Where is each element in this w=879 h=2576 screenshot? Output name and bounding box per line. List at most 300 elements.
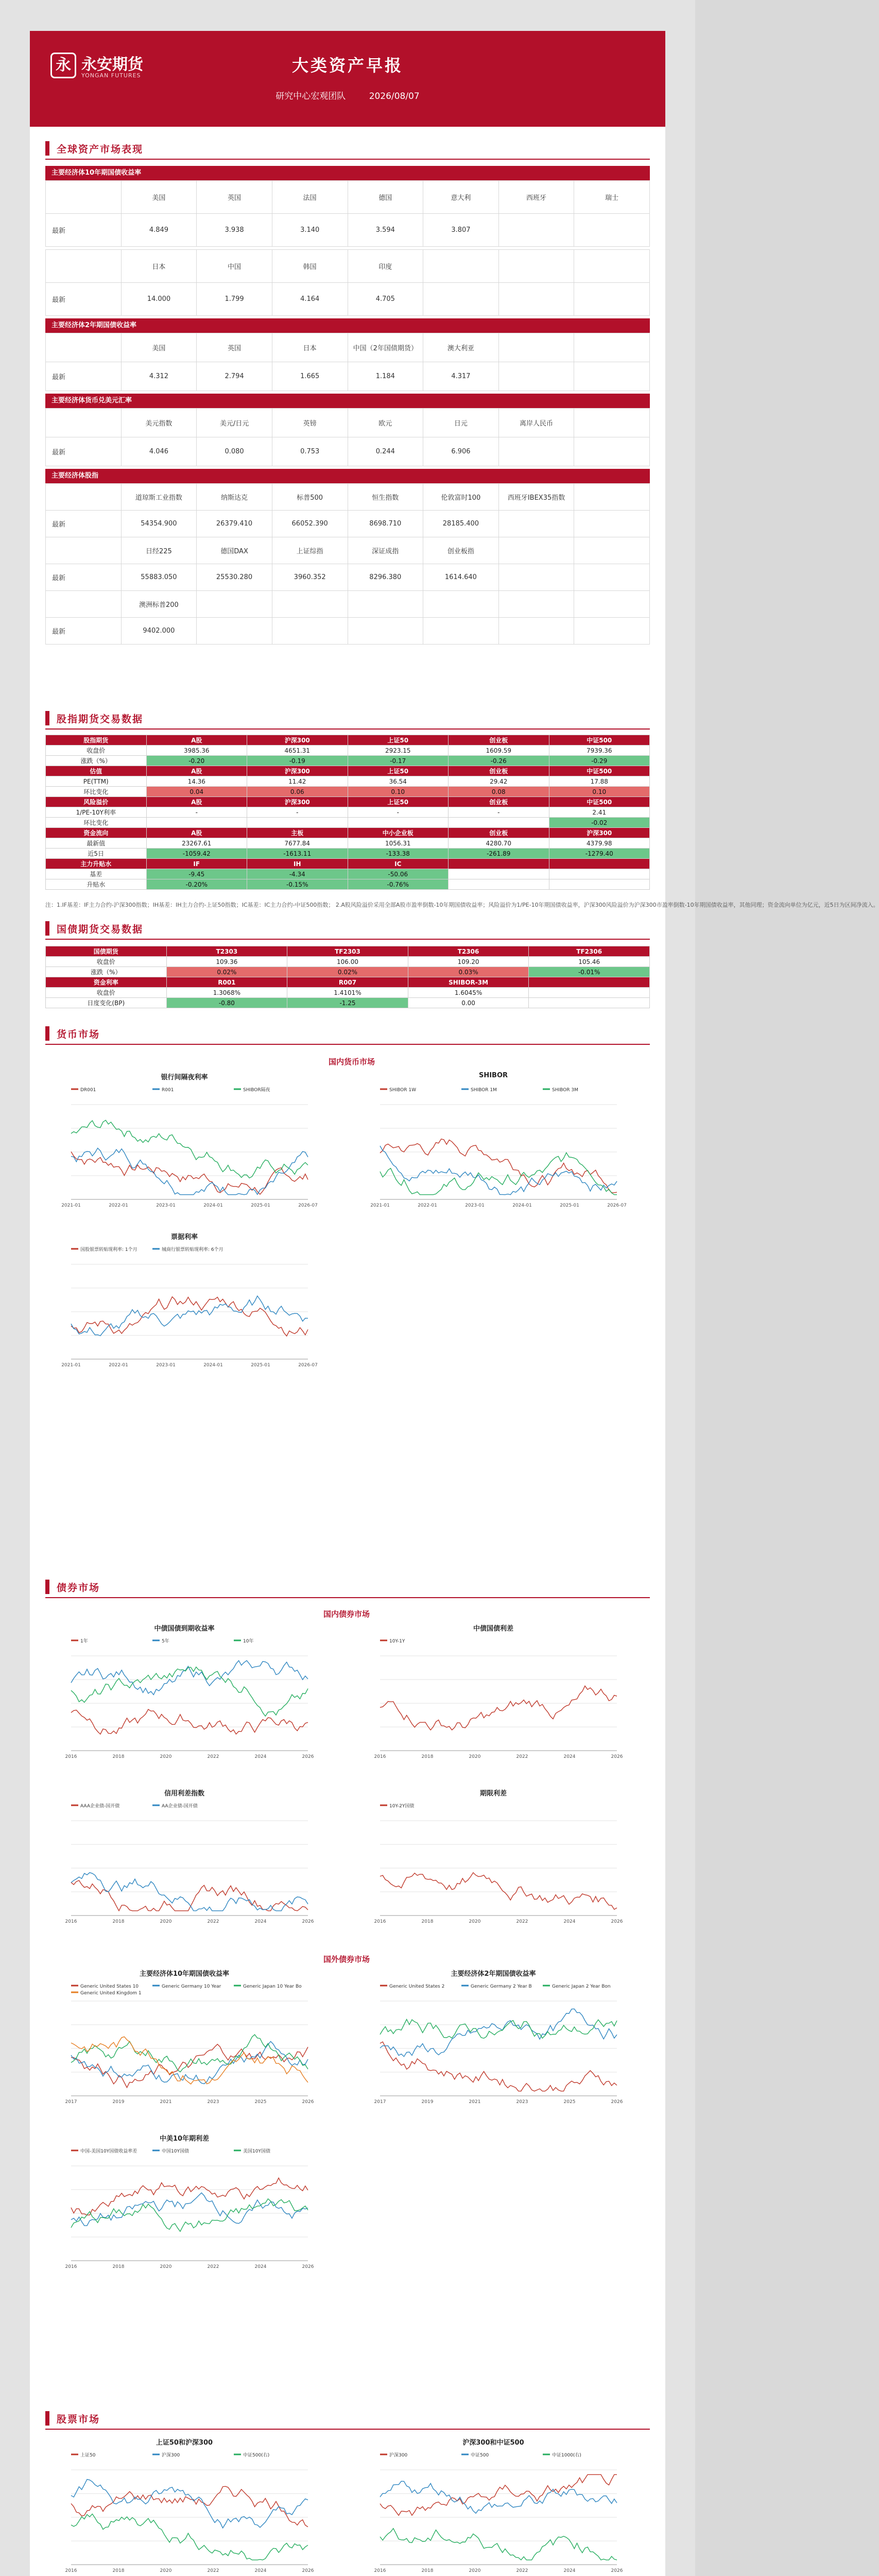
x-tick-label: 2021 bbox=[469, 2099, 481, 2105]
x-tick-label: 2019 bbox=[421, 2099, 434, 2105]
chart-plot bbox=[359, 1635, 627, 1764]
x-tick-label: 2016 bbox=[65, 1919, 77, 1924]
global-table-3 bbox=[45, 394, 650, 466]
report-title: 大类资产早报 bbox=[291, 56, 403, 75]
table-cell bbox=[574, 409, 650, 437]
table-cell: -0.80 bbox=[166, 998, 287, 1008]
table-cell: 最新 bbox=[46, 437, 122, 466]
table-row bbox=[46, 818, 650, 828]
table-cell: 日元 bbox=[423, 409, 499, 437]
table-cell: 沪深300 bbox=[247, 766, 348, 776]
table-row bbox=[46, 511, 650, 537]
series-line bbox=[71, 2199, 308, 2231]
section-stock-market: 股票市场 bbox=[45, 2407, 650, 2430]
table-cell: 1614.640 bbox=[423, 564, 499, 591]
table-cell: 澳大利亚 bbox=[423, 333, 499, 362]
x-tick-label: 2016 bbox=[65, 2264, 77, 2269]
table-cell: 股指期货 bbox=[46, 735, 147, 745]
table-cell: SHIBOR-3M bbox=[408, 977, 529, 988]
legend-entry bbox=[380, 1803, 414, 1809]
table-cell bbox=[423, 250, 499, 283]
series-line bbox=[380, 2042, 617, 2091]
table-cell: 14.000 bbox=[121, 283, 197, 316]
section-bond-trade: 国债期货交易数据 bbox=[45, 917, 650, 940]
table-cell: 创业板 bbox=[449, 766, 549, 776]
table-header-row bbox=[46, 333, 650, 362]
table-cell: 2.41 bbox=[549, 807, 650, 818]
table-cell: 伦敦富时100 bbox=[423, 484, 499, 511]
legend-label: 中国10Y国债 bbox=[162, 2149, 189, 2154]
legend-label: DR001 bbox=[80, 1088, 96, 1093]
table-cell: 升贴水 bbox=[46, 879, 147, 890]
table-cell: 最新值 bbox=[46, 838, 147, 849]
x-tick-label: 2025-01 bbox=[251, 1203, 270, 1208]
table-cell bbox=[498, 283, 574, 316]
table-cell: 主力升贴水 bbox=[46, 859, 147, 869]
logo-mark-icon: 永 bbox=[50, 53, 76, 78]
table-cell: 1/PE-10Y利率 bbox=[46, 807, 147, 818]
legend-label: 5年 bbox=[162, 1639, 169, 1644]
report-date: 2026/08/07 bbox=[369, 91, 420, 101]
legend-entry bbox=[380, 1984, 444, 1989]
table-cell: 日度变化(BP) bbox=[46, 998, 167, 1008]
series-line bbox=[380, 1873, 617, 1909]
table-cell: 8296.380 bbox=[348, 564, 423, 591]
legend-label: 城商行银票转贴现利率: 6个月 bbox=[162, 1247, 223, 1252]
table-cell: -0.76% bbox=[348, 879, 449, 890]
x-tick-label: 2016 bbox=[65, 1754, 77, 1759]
table-row bbox=[46, 776, 650, 787]
x-tick-label: 2025 bbox=[563, 2099, 576, 2105]
table-row bbox=[46, 745, 650, 756]
table-row bbox=[46, 787, 650, 797]
x-tick-label: 2023-01 bbox=[465, 1203, 485, 1208]
table-cell: 11.42 bbox=[247, 776, 348, 787]
equity-note: 注：1.IF基差：IF主力合约-沪深300指数；IH基差：IH主力合约-上证50指数；IC基差：IC主力合约-中证500指数； 2.A股风险溢价采用全部A股市盈率倒数-10年期国债收益率；风险溢价为1/PE-10年期国债收益率，沪深300风险溢价为沪深300市盈率倒数-10年期国债收益率，其他同理；资金流向单位为亿元，近5日为区间净流入。 bbox=[45, 902, 879, 908]
table-cell: 沪深300 bbox=[247, 797, 348, 807]
table-cell: 澳洲标普200 bbox=[121, 591, 197, 618]
x-tick-label: 2022-01 bbox=[418, 1203, 437, 1208]
report-sheet bbox=[30, 31, 879, 2576]
x-tick-label: 2024 bbox=[254, 1919, 267, 1924]
x-tick-label: 2022 bbox=[516, 1754, 528, 1759]
series-line bbox=[71, 1297, 308, 1336]
table-cell: 西班牙 bbox=[498, 181, 574, 214]
table-cell: 4280.70 bbox=[449, 838, 549, 849]
chart-c4 bbox=[50, 1623, 318, 1765]
x-tick-label: 2022 bbox=[207, 1754, 219, 1759]
data-table bbox=[45, 408, 650, 466]
table-cell bbox=[46, 537, 122, 564]
table-cell bbox=[197, 618, 272, 645]
legend-entry bbox=[71, 1088, 96, 1093]
legend-entry bbox=[71, 1246, 137, 1252]
table-cell: 恒生指数 bbox=[348, 484, 423, 511]
table-caption: 主要经济体货币兑美元汇率 bbox=[45, 394, 650, 408]
legend-entry bbox=[543, 2452, 581, 2458]
legend-entry bbox=[71, 1991, 142, 1996]
table-row bbox=[46, 977, 650, 988]
table-cell: PE(TTM) bbox=[46, 776, 147, 787]
table-cell bbox=[498, 564, 574, 591]
series-line bbox=[71, 2037, 308, 2084]
table-row bbox=[46, 362, 650, 391]
report-header bbox=[30, 31, 665, 127]
table-cell: 3960.352 bbox=[272, 564, 348, 591]
x-tick-label: 2018 bbox=[112, 2568, 125, 2573]
legend-entry bbox=[71, 1803, 119, 1809]
table-cell: - bbox=[348, 807, 449, 818]
x-tick-label: 2020 bbox=[160, 2264, 172, 2269]
table-cell: 4.046 bbox=[121, 437, 197, 466]
table-cell bbox=[423, 283, 499, 316]
series-line bbox=[71, 2486, 308, 2527]
chart-plot bbox=[359, 1084, 627, 1213]
table-cell: 中证500 bbox=[549, 735, 650, 745]
x-tick-label: 2026-07 bbox=[298, 1363, 318, 1368]
legend-label: 中证500 bbox=[471, 2453, 489, 2458]
table-cell bbox=[574, 591, 650, 618]
chart-title: 主要经济体10年期国债收益率 bbox=[139, 1970, 230, 1978]
table-cell: 3.807 bbox=[423, 214, 499, 247]
table-cell: R001 bbox=[166, 977, 287, 988]
bond-table bbox=[45, 946, 650, 1008]
table-cell: 3.140 bbox=[272, 214, 348, 247]
legend-label: SHIBOR 3M bbox=[552, 1088, 578, 1093]
chart-c10 bbox=[50, 2133, 318, 2275]
x-tick-label: 2018 bbox=[421, 1919, 434, 1924]
subtitle-domestic-fx: 国内货币市场 bbox=[329, 1057, 375, 1066]
table-cell: 0.00 bbox=[408, 998, 529, 1008]
x-tick-label: 2017 bbox=[374, 2099, 386, 2105]
legend-label: Generic United States 10 bbox=[80, 1984, 139, 1989]
x-tick-label: 2024 bbox=[563, 2568, 576, 2573]
legend-entry bbox=[234, 2452, 269, 2458]
table-cell: TF2303 bbox=[287, 946, 408, 957]
legend-entry bbox=[71, 2148, 137, 2154]
table-cell bbox=[272, 618, 348, 645]
table-cell: 主板 bbox=[247, 828, 348, 838]
table-cell: 收盘价 bbox=[46, 988, 167, 998]
table-cell bbox=[46, 333, 122, 362]
table-cell: 9402.000 bbox=[121, 618, 197, 645]
table-row bbox=[46, 807, 650, 818]
legend-label: Generic Japan 2 Year Bon bbox=[552, 1984, 611, 1989]
table-cell: 14.36 bbox=[146, 776, 247, 787]
legend-label: 10Y-1Y bbox=[389, 1639, 405, 1644]
table-cell bbox=[549, 859, 650, 869]
table-cell: 上证50 bbox=[348, 735, 449, 745]
legend-label: Generic Germany 2 Year B bbox=[471, 1984, 532, 1989]
series-line bbox=[71, 2041, 308, 2083]
table-cell: 0.02% bbox=[287, 967, 408, 977]
table-header-row bbox=[46, 484, 650, 511]
table-cell: 近5日 bbox=[46, 849, 147, 859]
chart-title: 上证50和沪深300 bbox=[156, 2439, 213, 2447]
x-tick-label: 2024-01 bbox=[203, 1363, 223, 1368]
table-cell: 1056.31 bbox=[348, 838, 449, 849]
table-cell: - bbox=[449, 807, 549, 818]
table-cell: 1.665 bbox=[272, 362, 348, 391]
x-tick-label: 2024 bbox=[254, 2568, 267, 2573]
table-cell: 3.938 bbox=[197, 214, 272, 247]
table-cell: - bbox=[247, 807, 348, 818]
legend-entry bbox=[152, 1984, 221, 1989]
table-row bbox=[46, 283, 650, 316]
table-header-row bbox=[46, 181, 650, 214]
x-tick-label: 2026 bbox=[611, 1919, 623, 1924]
x-tick-label: 2020 bbox=[469, 1754, 481, 1759]
table-cell: 2923.15 bbox=[348, 745, 449, 756]
table-cell bbox=[348, 618, 423, 645]
table-cell: -50.06 bbox=[348, 869, 449, 879]
table-cell bbox=[348, 591, 423, 618]
x-tick-label: 2018 bbox=[421, 2568, 434, 2573]
legend-entry bbox=[71, 1638, 88, 1644]
table-cell: 上证50 bbox=[348, 797, 449, 807]
x-tick-label: 2023 bbox=[207, 2099, 219, 2105]
x-tick-label: 2026 bbox=[611, 2568, 623, 2573]
x-tick-label: 2016 bbox=[374, 1919, 386, 1924]
legend-entry bbox=[461, 1984, 532, 1989]
x-tick-label: 2026 bbox=[302, 2264, 314, 2269]
legend-label: 1年 bbox=[80, 1639, 88, 1644]
x-tick-label: 2026-07 bbox=[607, 1203, 627, 1208]
series-line bbox=[71, 1296, 308, 1336]
table-cell: 6.906 bbox=[423, 437, 499, 466]
table-cell: 上证综指 bbox=[272, 537, 348, 564]
chart-plot bbox=[359, 2449, 627, 2576]
table-cell bbox=[46, 250, 122, 283]
table-cell: 中证500 bbox=[549, 797, 650, 807]
table-cell: 最新 bbox=[46, 283, 122, 316]
table-cell: 西班牙IBEX35指数 bbox=[498, 484, 574, 511]
table-row bbox=[46, 998, 650, 1008]
table-cell: 资金利率 bbox=[46, 977, 167, 988]
chart-plot bbox=[50, 1800, 318, 1929]
legend-entry bbox=[152, 1638, 169, 1644]
table-cell: -0.02 bbox=[549, 818, 650, 828]
table-cell bbox=[498, 437, 574, 466]
table-cell: -0.01% bbox=[529, 967, 650, 977]
x-tick-label: 2024 bbox=[563, 1754, 576, 1759]
x-tick-label: 2017 bbox=[65, 2099, 77, 2105]
data-table bbox=[45, 180, 650, 247]
series-line bbox=[71, 2178, 308, 2215]
table-cell: 道琼斯工业指数 bbox=[121, 484, 197, 511]
table-row bbox=[46, 756, 650, 766]
table-cell: 4.849 bbox=[121, 214, 197, 247]
table-cell: 上证50 bbox=[348, 766, 449, 776]
table-cell: 深证成指 bbox=[348, 537, 423, 564]
table-cell: 瑞士 bbox=[574, 181, 650, 214]
x-tick-label: 2024-01 bbox=[512, 1203, 532, 1208]
table-cell: 25530.280 bbox=[197, 564, 272, 591]
table-cell: 创业板指 bbox=[423, 537, 499, 564]
legend-label: R001 bbox=[162, 1088, 174, 1093]
legend-entry bbox=[234, 2148, 270, 2154]
x-tick-label: 2016 bbox=[374, 1754, 386, 1759]
table-cell bbox=[449, 879, 549, 890]
table-cell bbox=[549, 879, 650, 890]
table-cell: 涨跌（%） bbox=[46, 756, 147, 766]
table-cell: 0.10 bbox=[549, 787, 650, 797]
series-line bbox=[380, 1153, 617, 1195]
chart-c6 bbox=[50, 1788, 318, 1930]
table-cell bbox=[197, 591, 272, 618]
series-line bbox=[71, 1148, 308, 1195]
x-tick-label: 2023-01 bbox=[156, 1363, 176, 1368]
x-tick-label: 2023 bbox=[516, 2099, 528, 2105]
table-cell bbox=[46, 409, 122, 437]
table-cell bbox=[498, 537, 574, 564]
table-cell: 7939.36 bbox=[549, 745, 650, 756]
chart-plot bbox=[50, 1244, 318, 1372]
chart-c3 bbox=[50, 1231, 318, 1374]
chart-plot bbox=[50, 1980, 318, 2109]
table-cell bbox=[247, 818, 348, 828]
table-cell: 日经225 bbox=[121, 537, 197, 564]
table-cell bbox=[574, 362, 650, 391]
chart-c5 bbox=[359, 1623, 627, 1765]
table-cell: -0.20% bbox=[146, 879, 247, 890]
table-cell bbox=[529, 977, 650, 988]
table-cell: 55883.050 bbox=[121, 564, 197, 591]
table-cell: -1.25 bbox=[287, 998, 408, 1008]
series-line bbox=[380, 2481, 617, 2513]
table-cell: 沪深300 bbox=[549, 828, 650, 838]
chart-title: 中债国债到期收益率 bbox=[154, 1625, 215, 1633]
table-cell bbox=[498, 618, 574, 645]
chart-title: 票据利率 bbox=[170, 1233, 198, 1241]
table-cell: A股 bbox=[146, 766, 247, 776]
series-line bbox=[380, 1139, 617, 1193]
data-table bbox=[45, 333, 650, 391]
table-cell: 2.794 bbox=[197, 362, 272, 391]
x-tick-label: 2022-01 bbox=[109, 1203, 128, 1208]
subtitle-domestic-bond: 国内债券市场 bbox=[323, 1609, 370, 1619]
legend-entry bbox=[380, 1088, 416, 1093]
table-cell: 105.46 bbox=[529, 957, 650, 967]
legend-entry bbox=[543, 1984, 611, 1989]
chart-plot bbox=[359, 1980, 627, 2109]
legend-entry bbox=[152, 1246, 223, 1252]
global-table-4 bbox=[45, 469, 650, 645]
table-cell: T2306 bbox=[408, 946, 529, 957]
legend-label: SHIBOR 1W bbox=[389, 1088, 416, 1093]
table-cell: 美国 bbox=[121, 333, 197, 362]
x-tick-label: 2026 bbox=[302, 2568, 314, 2573]
table-cell: -1613.11 bbox=[247, 849, 348, 859]
table-cell: - bbox=[146, 807, 247, 818]
legend-entry bbox=[380, 2452, 407, 2458]
table-cell: 0.08 bbox=[449, 787, 549, 797]
x-tick-label: 2025 bbox=[254, 2099, 267, 2105]
legend-label: SHIBOR隔夜 bbox=[243, 1088, 270, 1093]
table-cell: 4651.31 bbox=[247, 745, 348, 756]
legend-entry bbox=[234, 1087, 270, 1093]
table-cell: 欧元 bbox=[348, 409, 423, 437]
table-cell: 中国 bbox=[197, 250, 272, 283]
table-cell bbox=[574, 618, 650, 645]
chart-title: 主要经济体2年期国债收益率 bbox=[451, 1970, 536, 1978]
chart-c8 bbox=[50, 1968, 318, 2110]
legend-label: SHIBOR 1M bbox=[471, 1088, 497, 1093]
x-tick-label: 2018 bbox=[421, 1754, 434, 1759]
table-cell: 收盘价 bbox=[46, 957, 167, 967]
global-table-0 bbox=[45, 166, 650, 247]
table-cell: 基差 bbox=[46, 869, 147, 879]
table-cell: 0.244 bbox=[348, 437, 423, 466]
series-line bbox=[71, 1120, 308, 1178]
table-header-row bbox=[46, 250, 650, 283]
table-cell bbox=[449, 869, 549, 879]
table-cell: 德国 bbox=[348, 181, 423, 214]
table-cell: 17.88 bbox=[549, 776, 650, 787]
table-cell: 英镑 bbox=[272, 409, 348, 437]
x-tick-label: 2026 bbox=[611, 1754, 623, 1759]
x-tick-label: 2020 bbox=[469, 2568, 481, 2573]
x-tick-label: 2026 bbox=[611, 2099, 623, 2105]
data-table bbox=[45, 483, 650, 645]
table-cell bbox=[529, 998, 650, 1008]
section-fx-market: 货币市场 bbox=[45, 1022, 650, 1045]
table-cell: -1059.42 bbox=[146, 849, 247, 859]
x-tick-label: 2022 bbox=[516, 2568, 528, 2573]
legend-entry bbox=[234, 1638, 253, 1644]
table-cell bbox=[574, 511, 650, 537]
legend-label: 美国10Y国债 bbox=[243, 2149, 270, 2154]
table-header-row bbox=[46, 735, 650, 745]
chart-plot bbox=[359, 1800, 627, 1929]
chart-plot bbox=[50, 2449, 318, 2576]
table-cell: 美元指数 bbox=[121, 409, 197, 437]
table-row bbox=[46, 849, 650, 859]
chart-plot bbox=[50, 2145, 318, 2274]
subtitle-foreign-bond: 国外债券市场 bbox=[323, 1955, 370, 1964]
table-cell: 109.20 bbox=[408, 957, 529, 967]
table-row bbox=[46, 869, 650, 879]
x-tick-label: 2021-01 bbox=[61, 1363, 81, 1368]
table-cell bbox=[46, 181, 122, 214]
table-cell: 沪深300 bbox=[247, 735, 348, 745]
table-cell: 1.799 bbox=[197, 283, 272, 316]
table-row bbox=[46, 437, 650, 466]
x-tick-label: 2020 bbox=[469, 1919, 481, 1924]
table-cell: 0.10 bbox=[348, 787, 449, 797]
table-cell: 26379.410 bbox=[197, 511, 272, 537]
series-line bbox=[71, 1880, 308, 1911]
table-cell: 创业板 bbox=[449, 828, 549, 838]
x-tick-label: 2019 bbox=[112, 2099, 125, 2105]
table-cell: 3.594 bbox=[348, 214, 423, 247]
chart-title: 沪深300和中证500 bbox=[462, 2439, 524, 2447]
table-cell: 纳斯达克 bbox=[197, 484, 272, 511]
table-row bbox=[46, 564, 650, 591]
chart-c1 bbox=[50, 1072, 318, 1214]
table-cell bbox=[46, 484, 122, 511]
x-tick-label: 2026 bbox=[302, 2099, 314, 2105]
chart-c2 bbox=[359, 1072, 627, 1214]
table-cell: 23267.61 bbox=[146, 838, 247, 849]
table-cell: 环比变化 bbox=[46, 818, 147, 828]
table-cell bbox=[574, 214, 650, 247]
table-row bbox=[46, 537, 650, 564]
series-line bbox=[71, 1151, 308, 1194]
table-cell: 创业板 bbox=[449, 797, 549, 807]
table-cell: 日本 bbox=[121, 250, 197, 283]
legend-entry bbox=[71, 2452, 96, 2458]
